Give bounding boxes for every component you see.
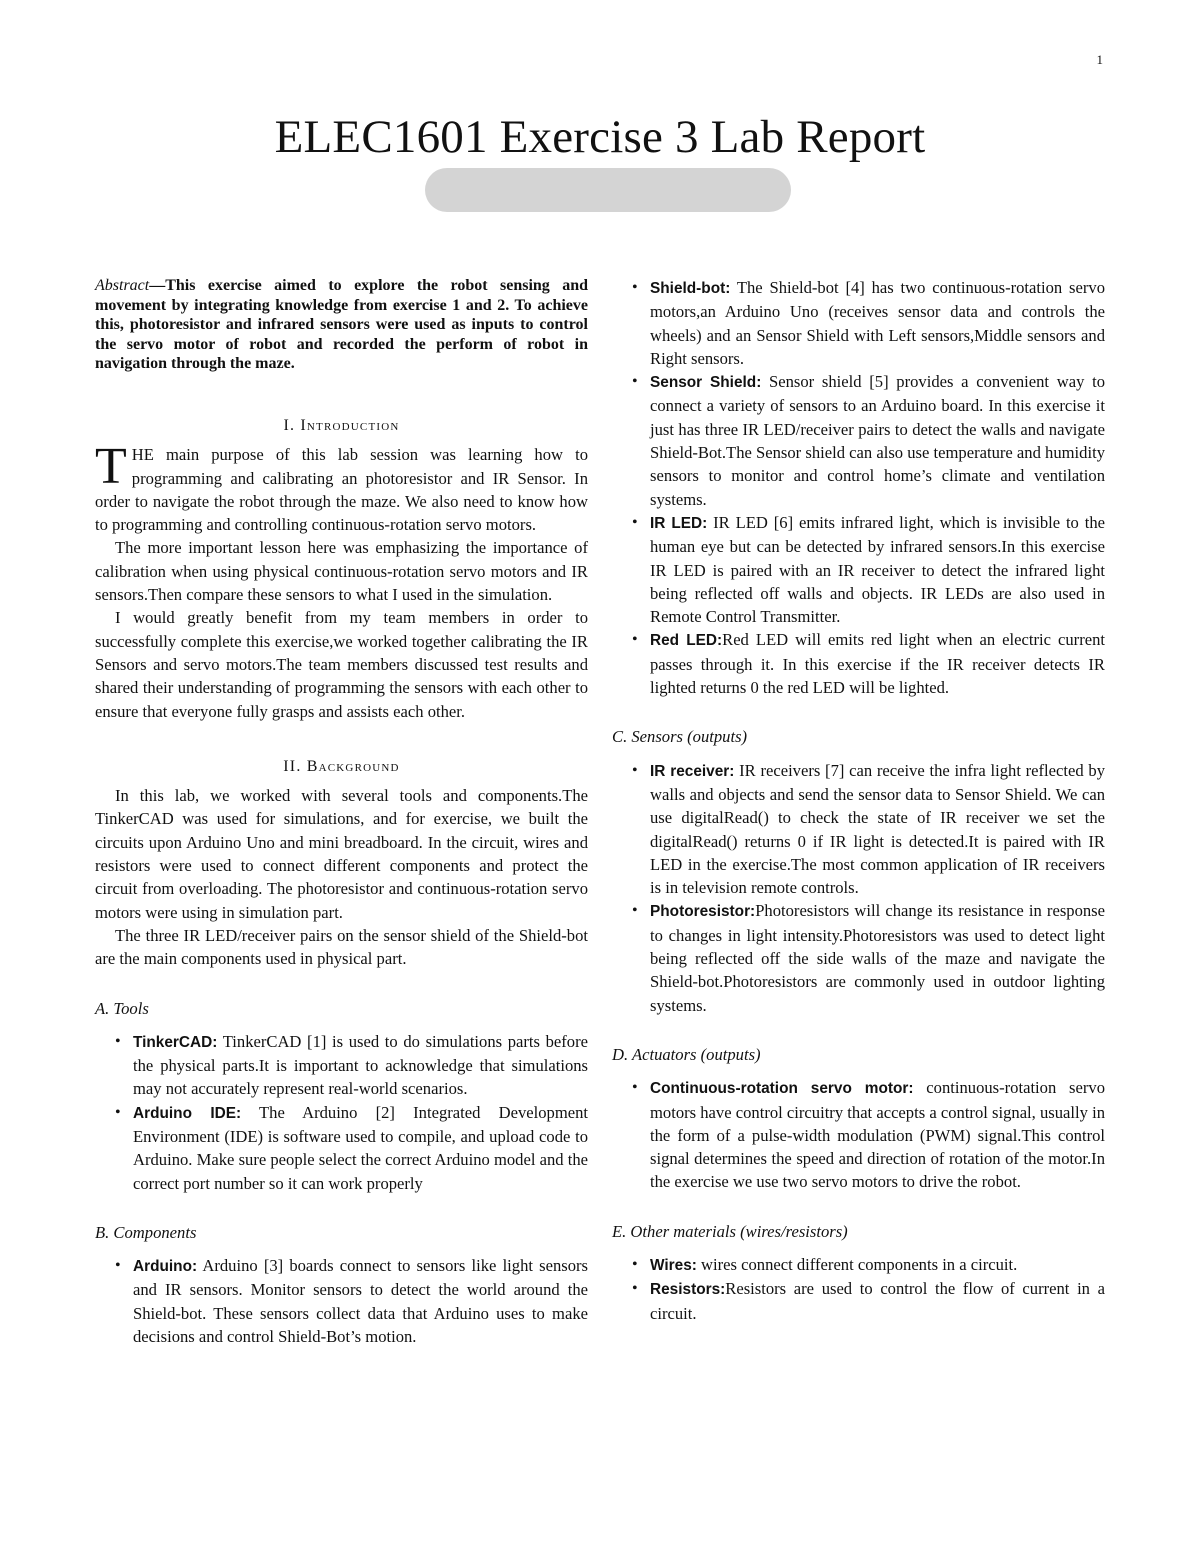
item-text: The Arduino [2] Integrated Development Environment (IDE) is software used to compile, and upload code to Arduino. Make sure people select the correct Arduino model and the correct port number so it can work properly: [133, 1102, 589, 1193]
abstract: [95, 276, 588, 374]
intro-p1-text: HE main purpose of this lab session was learning how to programming and calibrating an photoresistor and IR Sensor. In order to navigate the robot through the maze. We also need to know how to programming and controlling continuous-rotation servo motors.: [95, 445, 588, 535]
list-item-photoresistor: [612, 899, 1105, 1016]
list-item-ir-led: [612, 511, 1105, 628]
item-text: continuous-rotation servo motors have control circuitry that accepts a control signal, usually in the form of a pulse-width modulation (PWM) signal.This control signal determines the speed and direction of rotation of the motor.In the exercise we use two servo motors to drive the robot.: [650, 1078, 1105, 1192]
section-heading-background: II. Background: [283, 757, 400, 775]
term-label: Resistors:: [650, 1281, 726, 1299]
drop-cap: T: [95, 438, 127, 496]
list-item-tinkercad: [95, 1030, 588, 1101]
subsection-heading-sensors: C. Sensors (outputs): [612, 727, 748, 747]
right-column: [612, 276, 1105, 1325]
term-label: Continuous-rotation servo motor:: [650, 1080, 914, 1098]
item-text: The Shield-bot [4] has two continuous-rotation servo motors,an Arduino Uno (receives sensor data and controls the wheels) and an Sensor Shield with Left sensors,Middle sensors and Right sensors.: [650, 278, 1105, 368]
subsection-heading-tools: A. Tools: [95, 998, 149, 1018]
background-paragraph-2: The three IR LED/receiver pairs on the sensor shield of the Shield-bot are the main components used in physical part.: [95, 925, 588, 969]
intro-paragraph-3: I would greatly benefit from my team members in order to successfully complete this exercise,we worked together calibrating the IR Sensors and servo motors.The team members discussed test results and shared their understanding of programming the sensors with each other to ensure that everyone fully grasps and assists each other.: [95, 608, 588, 721]
list-item-servo-motor: [612, 1076, 1105, 1193]
other-materials-list: [612, 1253, 1105, 1325]
intro-paragraph-2: The more important lesson here was emphasizing the importance of calibration when using physical continuous-rotation servo motors and IR sensors.Then compare these sensors to what I used in the simulation.: [95, 538, 588, 605]
actuators-list: [612, 1076, 1105, 1193]
list-item-red-led: [612, 628, 1105, 699]
components-list-continued: [612, 276, 1105, 699]
term-label: IR receiver:: [650, 762, 735, 780]
list-item-resistors: [612, 1277, 1105, 1325]
item-text: Photoresistors will change its resistance in response to changes in light intensity.Photoresistors was used to detect light being reflected off the side walls of the maze and navigate the Shield-bot.Photoresistors are commonly used in outdoor lighting systems.: [650, 901, 1105, 1015]
term-label: Shield-bot:: [650, 280, 731, 297]
list-item-arduino: [95, 1254, 588, 1348]
term-label: Arduino IDE:: [133, 1104, 242, 1122]
intro-paragraph-1: [95, 438, 588, 536]
list-item-ir-receiver: [612, 759, 1105, 900]
left-column: [95, 276, 588, 1348]
page-number: 1: [1096, 52, 1103, 67]
list-item-wires: [612, 1253, 1105, 1277]
term-label: IR LED:: [650, 514, 708, 532]
section-heading-introduction: I. Introduction: [283, 416, 400, 434]
term-label: Arduino:: [133, 1258, 198, 1276]
item-text: wires connect different components in a circuit.: [696, 1254, 1018, 1274]
sensors-list: [612, 759, 1105, 1017]
term-label: Red LED:: [650, 632, 723, 650]
term-label: TinkerCAD:: [133, 1033, 218, 1051]
paper-title: ELEC1601 Exercise 3 Lab Report: [274, 111, 926, 163]
subsection-heading-components: B. Components: [95, 1222, 197, 1242]
components-list-start: [95, 1254, 588, 1348]
list-item-sensor-shield: [612, 370, 1105, 511]
item-text: Resistors are used to control the flow of current in a circuit.: [650, 1279, 1105, 1323]
item-text: IR receivers [7] can receive the infra light reflected by walls and objects and send the sensor data to Sensor Shield. We can use digitalRead() to check the state of IR receiver we set the digitalRead() returns 0 if IR light is detected.It is paired with IR LED in the exercise.The most common application of IR receivers is in television remote controls.: [650, 760, 1105, 898]
redacted-author: [425, 168, 791, 212]
item-text: Arduino [3] boards connect to sensors like light sensors and IR sensors. Monitor sensors to detect the world around the Shield-bot. These sensors collect data that Arduino uses to make decisions and control Shield-Bot’s motion.: [133, 1256, 588, 1347]
item-text: Red LED will emits red light when an electric current passes through it. In this exercise if the IR receiver detects IR lighted returns 0 the red LED will be lighted.: [650, 630, 1105, 698]
item-text: Sensor shield [5] provides a convenient way to connect a variety of sensors to an Arduino board. In this exercise it just has three IR LED/receiver pairs to detect the walls and navigate Shield-Bot.The Sensor shield can also use temperature and humidity sensors to monitor and control home’s climate and ventilation systems.: [650, 372, 1105, 509]
term-label: Photoresistor:: [650, 903, 756, 921]
abstract-label: Abstract: [95, 277, 150, 294]
abstract-text: —This exercise aimed to explore the robot sensing and movement by integrating knowledge from exercise 1 and 2. To achieve this, photoresistor and infrared sensors were used as inputs to control the servo motor of robot and recorded the perform of robot in navigation through the maze.: [95, 277, 588, 373]
list-item-arduino-ide: [95, 1101, 588, 1195]
term-label: Wires:: [650, 1256, 697, 1274]
item-text: TinkerCAD [1] is used to do simulations parts before the physical parts.It is important to acknowledge that simulations may not accurately represent real-world scenarios.: [133, 1031, 588, 1099]
list-item-shield-bot: [612, 276, 1105, 370]
background-paragraph-1: In this lab, we worked with several tools and components.The TinkerCAD was used for simulations, and for exercise, we built the circuits upon Arduino Uno and mini breadboard. In the circuit, wires and resistors were used to connect different components and protect the circuit from overloading. The photoresistor and continuous-rotation servo motors were using in simulation part.: [95, 786, 588, 922]
item-text: IR LED [6] emits infrared light, which is invisible to the human eye but can be detected by infrared sensors.In this exercise IR LED is paired with an IR receiver to detect the infrared light being reflected off walls and objects. IR LEDs are also used in Remote Control Transmitter.: [650, 512, 1105, 627]
tools-list: [95, 1030, 588, 1195]
subsection-heading-other-materials: E. Other materials (wires/resistors): [612, 1221, 848, 1241]
subsection-heading-actuators: D. Actuators (outputs): [612, 1044, 761, 1064]
term-label: Sensor Shield:: [650, 374, 762, 392]
